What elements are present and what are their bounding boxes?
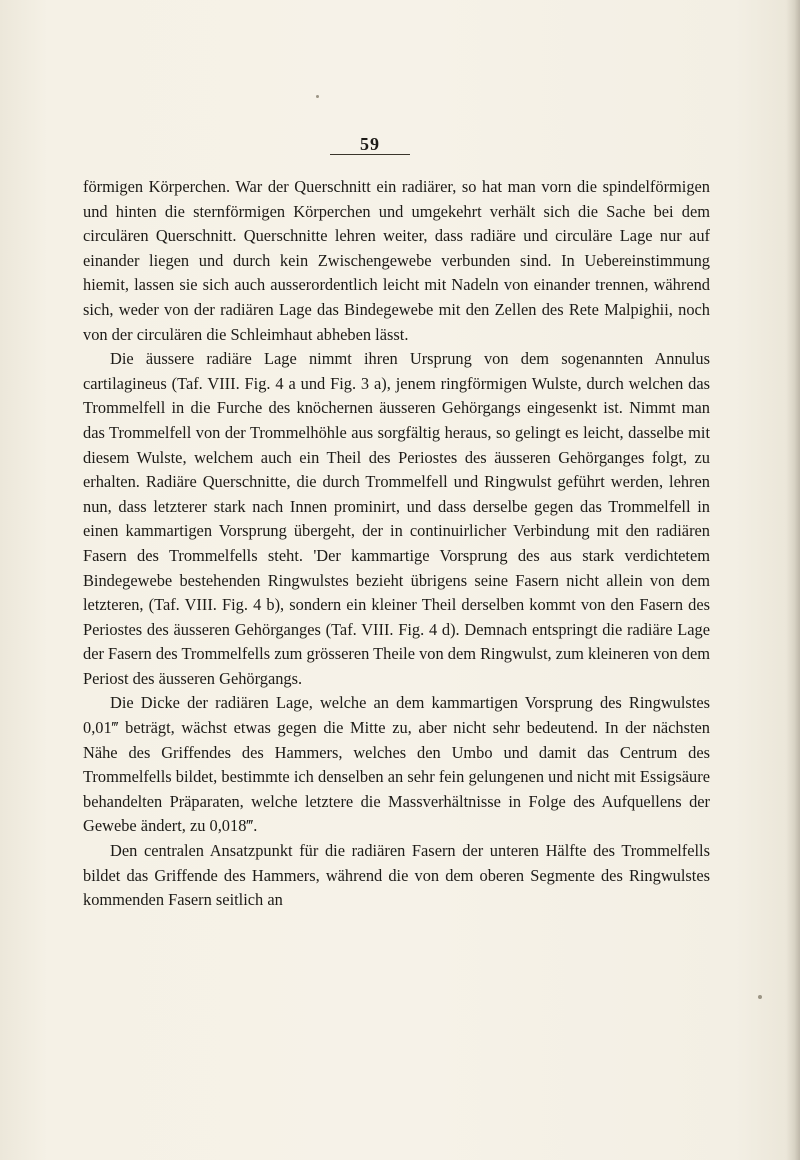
- paper-speck: [758, 995, 762, 999]
- paragraph-2: Die äussere radiäre Lage nimmt ihren Ursprung von dem sogenannten Annulus cartilagineus (Taf. VIII. Fig. 4 a und Fig. 3 a), jenem ringförmigen Wulste, durch welchen das Trommelfell in die Furche des knöchernen äusseren Gehörgangs eingesenkt ist. Nimmt man das Trommelfell von der Trommelhöhle aus sorgfältig heraus, so gelingt es leicht, dasselbe mit diesem Wulste, welchem auch ein Theil des Periostes des äusseren Gehörganges folgt, zu erhalten. Radiäre Querschnitte, die durch Trommelfell und Ringwulst geführt werden, lehren nun, dass letzterer stark nach Innen prominirt, und dass derselbe gegen das Trommelfell in einen kammartigen Vorsprung übergeht, der in continuirlicher Verbindung mit den radiären Fasern des Trommelfells steht. 'Der kammartige Vorsprung des aus stark verdichtetem Bindegewebe bestehenden Ringwulstes bezieht übrigens seine Fasern nicht allein von dem letzteren, (Taf. VIII. Fig. 4 b), sondern ein kleiner Theil derselben kommt von den Fasern des Periostes des äusseren Gehörganges (Taf. VIII. Fig. 4 d). Demnach entspringt die radiäre Lage der Fasern des Trommelfells zum grösseren Theile von dem Ringwulst, zum kleineren von dem Periost des äusseren Gehörgangs.: [83, 349, 710, 688]
- paragraph-1: förmigen Körperchen. War der Querschnitt ein radiärer, so hat man vorn die spindelförmigen und hinten die sternförmigen Körperchen und umgekehrt verhält sich die Sache bei dem circulären Querschnitt. Querschnitte lehren weiter, dass radiäre und circuläre Lage nur auf einander liegen und durch kein Zwischengewebe verbunden sind. In Uebereinstimmung hiemit, lassen sie sich auch ausserordentlich leicht mit Nadeln von einander trennen, während sich, weder von der radiären Lage das Bindegewebe mit den Zellen des Rete Malpighii, noch von der circulären die Schleimhaut abheben lässt.: [83, 177, 710, 344]
- page-edge-shadow: [786, 0, 800, 1160]
- paragraph-3: Die Dicke der radiären Lage, welche an dem kammartigen Vorsprung des Ringwulstes 0,01‴ beträgt, wächst etwas gegen die Mitte zu, aber nicht sehr bedeutend. In der nächsten Nähe des Griffendes des Hammers, welches den Umbo und damit das Centrum des Trommelfells bildet, bestimmte ich denselben an sehr fein gelungenen und nicht mit Essigsäure behandelten Präparaten, welche letztere die Massverhältnisse in Folge des Aufquellens der Gewebe ändert, zu 0,018‴.: [83, 693, 710, 836]
- page-number: 59: [360, 134, 380, 154]
- body-text: [83, 175, 710, 913]
- paragraph-4: Den centralen Ansatzpunkt für die radiären Fasern der unteren Hälfte des Trommelfells bildet das Griffende des Hammers, während die von dem oberen Segmente des Ringwulstes kommenden Fasern seitlich an: [83, 841, 710, 910]
- page-number-underline: [330, 154, 410, 155]
- paper-speck: [316, 95, 319, 98]
